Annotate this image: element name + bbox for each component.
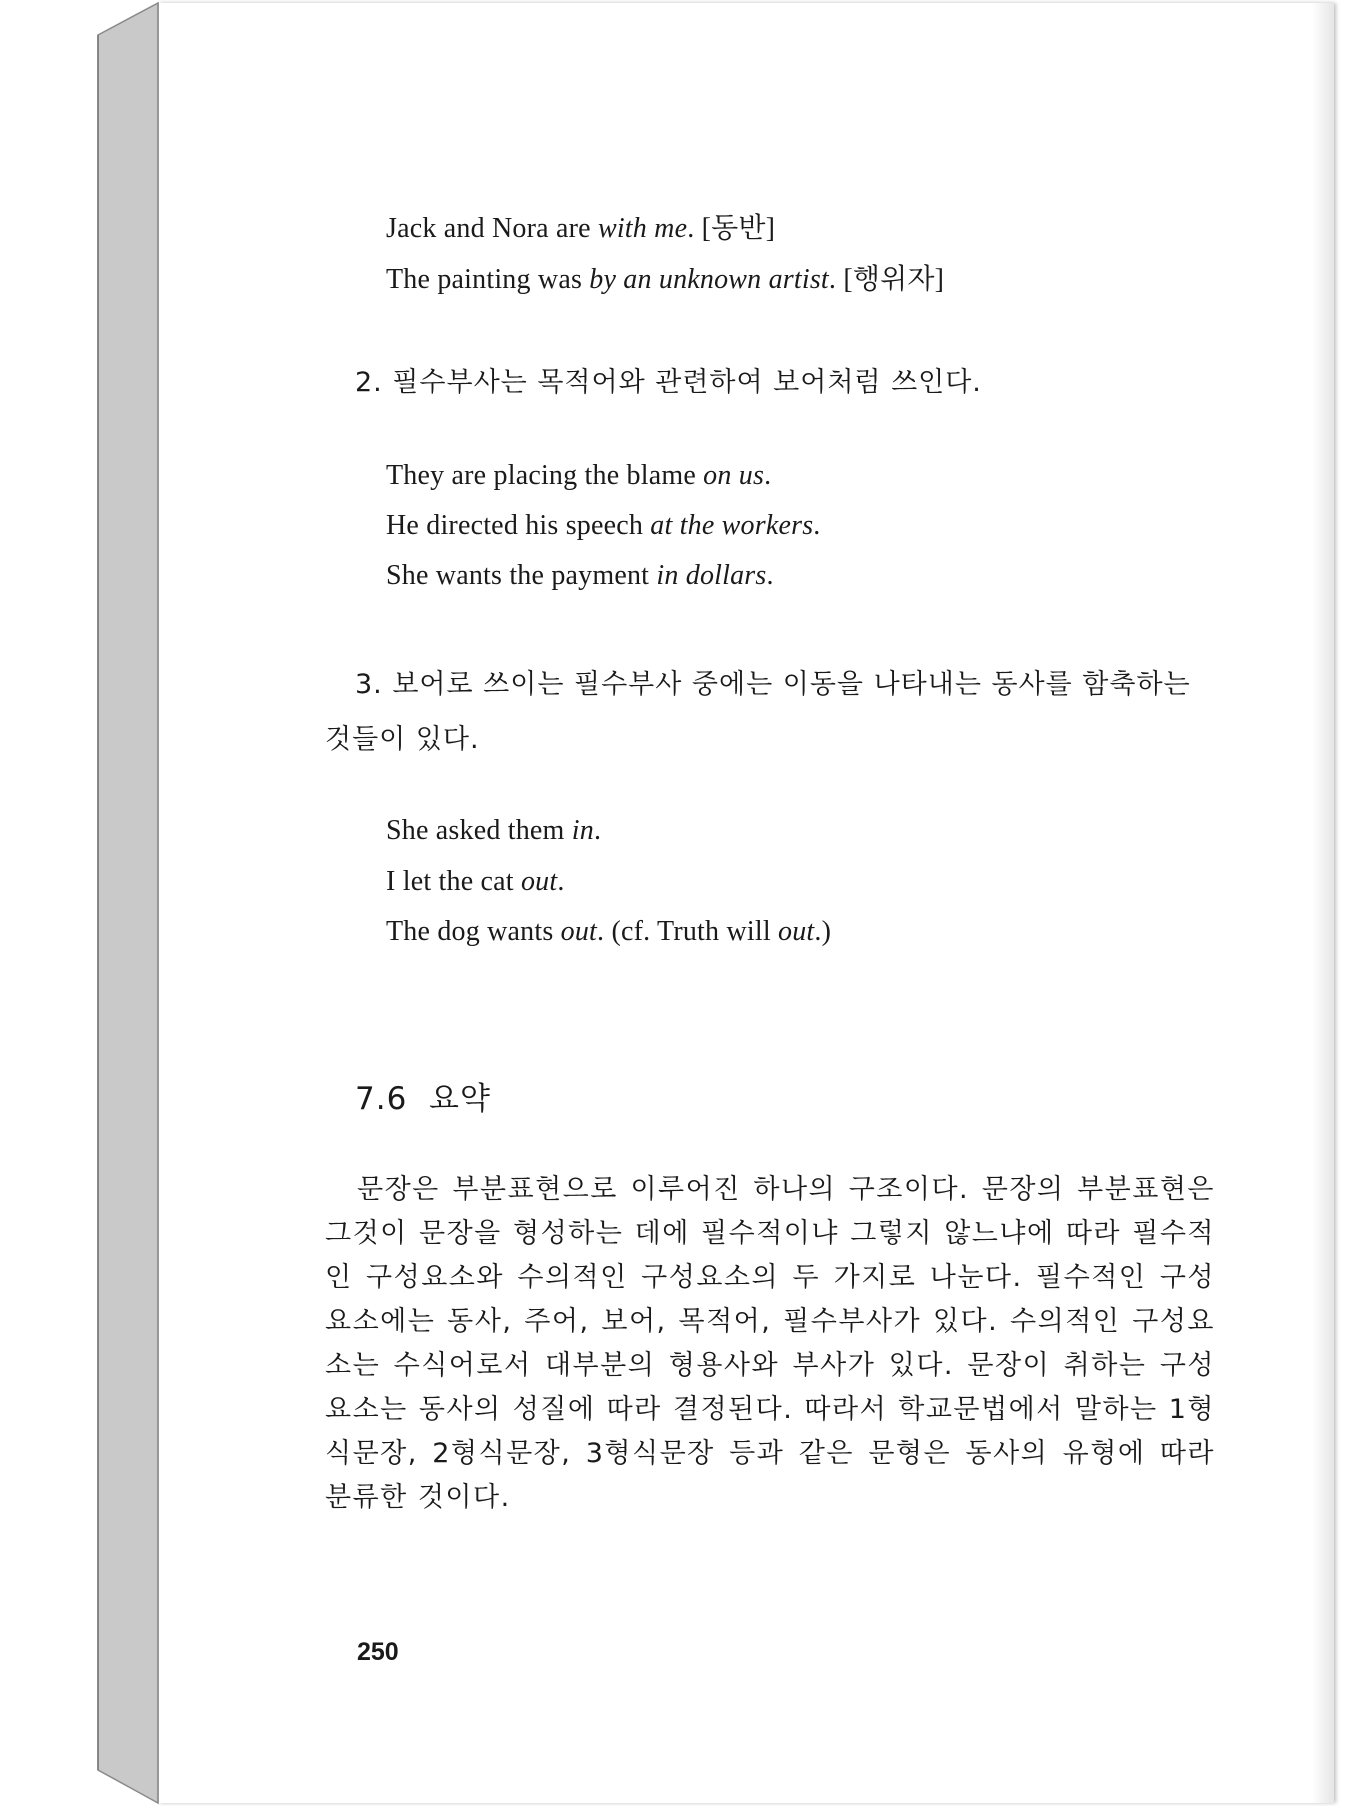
example-sentence: The dog wants out. (cf. Truth will out.) [386, 916, 832, 947]
book-page [158, 3, 1334, 1803]
numbered-point-3: 3. 보어로 쓰이는 필수부사 중에는 이동을 나타내는 동사를 함축하는 [355, 669, 1191, 700]
section-heading: 7.6 요약 [355, 1081, 491, 1117]
example-sentence: They are placing the blame on us. [386, 460, 772, 491]
example-sentence: I let the cat out. [386, 866, 565, 897]
page-edge-shadow [1312, 3, 1334, 1803]
example-sentence: Jack and Nora are with me. [동반] [386, 213, 776, 244]
example-sentence: She wants the payment in dollars. [386, 560, 774, 591]
example-sentence: He directed his speech at the workers. [386, 510, 821, 541]
page-number: 250 [357, 1638, 399, 1666]
example-sentence: She asked them in. [386, 815, 602, 846]
numbered-point-2: 2. 필수부사는 목적어와 관련하여 보어처럼 쓰인다. [355, 367, 982, 398]
summary-paragraph: 문장은 부분표현으로 이루어진 하나의 구조이다. 문장의 부분표현은 그것이 문장을 형성하는 데에 필수적이냐 그렇지 않느냐에 따라 필수적인 구성요소와 수의적인 구성요소의 두 가지로 나눈다. 필수적인 구성요소에는 동사, 주어, 보어, 목적어, 필수부사가 있다. 수의적인 구성요소는 수식어로서 대부분의 형용사와 부사가 있다. 문장이 취하는 구성요소는 동사의 성질에 따라 결정된다. 따라서 학교문법에서 말하는 1형식문장, 2형식문장, 3형식문장 등과 같은 문형은 동사의 유형에 따라 분류한 것이다. [325, 1174, 1215, 1513]
example-sentence: The painting was by an unknown artist. [행위자] [386, 264, 945, 295]
numbered-point-3-continued: 것들이 있다. [325, 724, 480, 755]
